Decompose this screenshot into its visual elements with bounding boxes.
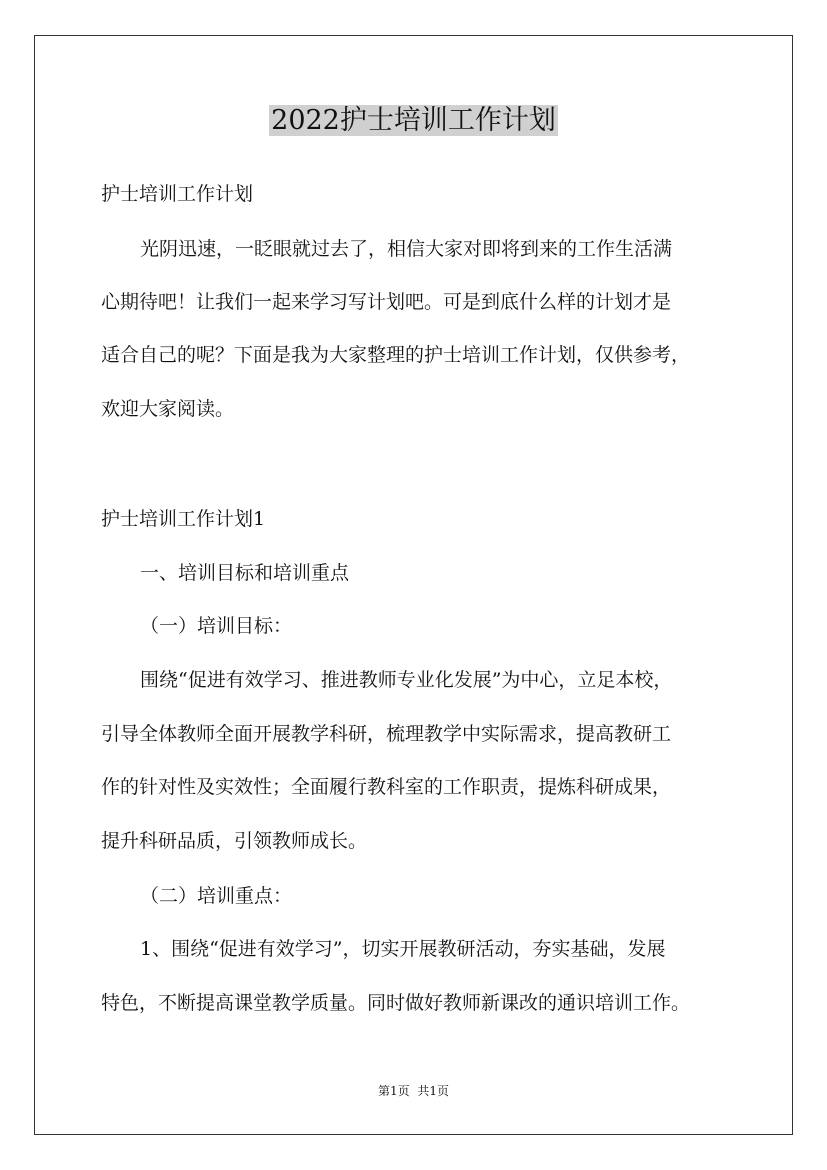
document-title <box>0 100 827 142</box>
subsection-heading: （二）培训重点： <box>140 885 293 907</box>
page-total: 共1页 <box>417 1084 449 1098</box>
paragraph-line: 心期待吧！让我们一起来学习写计划吧。可是到底什么样的计划才是 <box>101 291 672 313</box>
paragraph-line: 围绕“促进有效学习、推进教师专业化发展”为中心，立足本校， <box>140 669 673 691</box>
document-title-text: 2022护士培训工作计划 <box>271 105 556 136</box>
page-number: 第1页 <box>378 1084 410 1098</box>
subsection-heading: （一）培训目标： <box>140 615 293 637</box>
paragraph-line: 提升科研品质，引领教师成长。 <box>101 830 368 852</box>
paragraph-line: 光阴迅速，一眨眼就过去了，相信大家对即将到来的工作生活满 <box>140 238 673 260</box>
paragraph-line: 欢迎大家阅读。 <box>101 398 235 420</box>
paragraph-line: 引导全体教师全面开展教学科研，梳理教学中实际需求，提高教研工 <box>101 723 672 745</box>
subsection-heading: 一、培训目标和培训重点 <box>140 562 350 584</box>
paragraph-line: 特色，不断提高课堂教学质量。同时做好教师新课改的通识培训工作。 <box>101 992 691 1014</box>
paragraph-line: 1、围绕“促进有效学习”，切实开展教研活动，夯实基础，发展 <box>140 938 666 960</box>
subtitle-line: 护士培训工作计划 <box>101 183 254 205</box>
page-footer <box>0 1083 827 1099</box>
paragraph-line: 适合自己的呢？下面是我为大家整理的护士培训工作计划，仅供参考， <box>101 344 691 366</box>
paragraph-line: 作的针对性及实效性；全面履行教科室的工作职责，提炼科研成果， <box>101 776 672 798</box>
section-heading: 护士培训工作计划1 <box>101 508 266 530</box>
